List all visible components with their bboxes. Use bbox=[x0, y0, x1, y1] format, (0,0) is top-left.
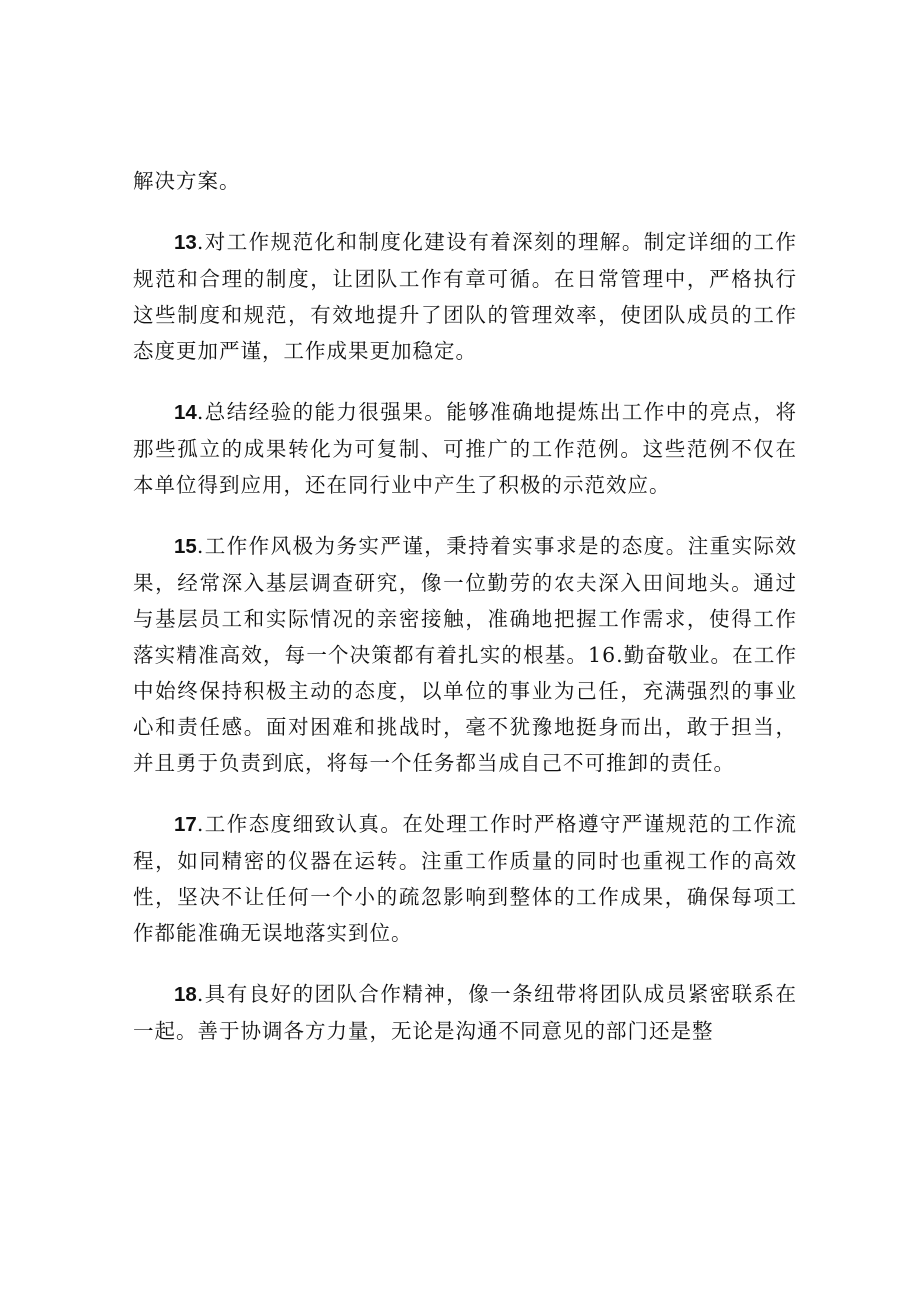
paragraph-number: 18 bbox=[174, 983, 197, 1006]
paragraph-number: 17 bbox=[174, 813, 197, 836]
paragraph-text: 解决方案。 bbox=[133, 169, 241, 193]
paragraph-text: .工作态度细致认真。在处理工作时严格遵守严谨规范的工作流程，如同精密的仪器在运转。注重工作质量的同时也重视工作的高效性，坚决不让任何一个小的疏忽影响到整体的工作成果，确保每项工作都能准确无误地落实到位。 bbox=[133, 812, 797, 945]
paragraph-continuation bbox=[133, 163, 797, 199]
paragraph-number: 13 bbox=[174, 231, 197, 254]
paragraph-text: .总结经验的能力很强果。能够准确地提炼出工作中的亮点，将那些孤立的成果转化为可复制、可推广的工作范例。这些范例不仅在本单位得到应用，还在同行业中产生了积极的示范效应。 bbox=[133, 400, 797, 497]
paragraph-text: .具有良好的团队合作精神，像一条纽带将团队成员紧密联系在一起。善于协调各方力量，无论是沟通不同意见的部门还是整 bbox=[133, 982, 797, 1043]
document-body bbox=[133, 163, 797, 1074]
paragraph-18 bbox=[133, 976, 797, 1049]
paragraph-17 bbox=[133, 806, 797, 951]
paragraph-number: 14 bbox=[174, 401, 197, 424]
paragraph-text: .对工作规范化和制度化建设有着深刻的理解。制定详细的工作规范和合理的制度，让团队工作有章可循。在日常管理中，严格执行这些制度和规范，有效地提升了团队的管理效率，使团队成员的工作态度更加严谨，工作成果更加稳定。 bbox=[133, 230, 797, 363]
paragraph-14 bbox=[133, 394, 797, 503]
paragraph-text: .工作作风极为务实严谨，秉持着实事求是的态度。注重实际效果，经常深入基层调查研究，像一位勤劳的农夫深入田间地头。通过与基层员工和实际情况的亲密接触，准确地把握工作需求，使得工作落实精准高效，每一个决策都有着扎实的根基。16.勤奋敬业。在工作中始终保持积极主动的态度，以单位的事业为己任，充满强烈的事业心和责任感。面对困难和挑战时，毫不犹豫地挺身而出，敢于担当，并且勇于负责到底，将每一个任务都当成自己不可推卸的责任。 bbox=[133, 534, 797, 775]
paragraph-15 bbox=[133, 528, 797, 781]
paragraph-number: 15 bbox=[174, 535, 197, 558]
paragraph-13 bbox=[133, 224, 797, 369]
